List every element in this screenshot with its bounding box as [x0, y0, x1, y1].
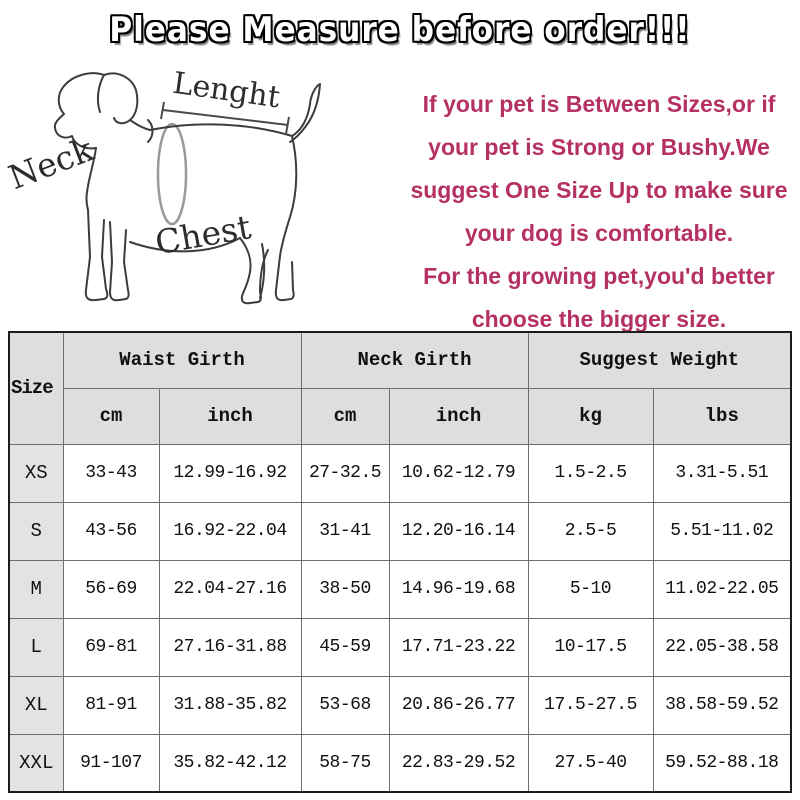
table-cell: 91-107: [63, 734, 159, 792]
table-cell: 38.58-59.52: [653, 676, 791, 734]
neck-girth-header: Neck Girth: [301, 332, 528, 388]
table-cell: 45-59: [301, 618, 389, 676]
size-label: XXL: [9, 734, 63, 792]
size-label: XL: [9, 676, 63, 734]
table-cell: 11.02-22.05: [653, 560, 791, 618]
neck-cm-header: cm: [301, 388, 389, 444]
table-row: [9, 502, 791, 560]
table-cell: 22.04-27.16: [159, 560, 301, 618]
table-cell: 38-50: [301, 560, 389, 618]
size-label: L: [9, 618, 63, 676]
weight-lbs-header: lbs: [653, 388, 791, 444]
waist-inch-header: inch: [159, 388, 301, 444]
table-cell: 10.62-12.79: [389, 444, 528, 502]
table-cell: 53-68: [301, 676, 389, 734]
table-cell: 81-91: [63, 676, 159, 734]
table-cell: 20.86-26.77: [389, 676, 528, 734]
table-cell: 22.83-29.52: [389, 734, 528, 792]
size-chart-table: [8, 331, 792, 793]
table-row: [9, 676, 791, 734]
table-group-header-row: [9, 332, 791, 388]
table-cell: 10-17.5: [528, 618, 653, 676]
table-cell: 27.5-40: [528, 734, 653, 792]
table-cell: 69-81: [63, 618, 159, 676]
table-cell: 5.51-11.02: [653, 502, 791, 560]
neck-inch-header: inch: [389, 388, 528, 444]
table-cell: 1.5-2.5: [528, 444, 653, 502]
advice-line: If your pet is Between Sizes,or if: [422, 91, 776, 117]
table-cell: 3.31-5.51: [653, 444, 791, 502]
page-title-wrap: [0, 10, 800, 50]
table-row: [9, 734, 791, 792]
table-cell: 43-56: [63, 502, 159, 560]
table-row: [9, 618, 791, 676]
table-cell: 35.82-42.12: [159, 734, 301, 792]
advice-line: For the growing pet,you'd better: [423, 263, 775, 289]
size-label: XS: [9, 444, 63, 502]
dog-measurement-diagram: [0, 62, 400, 312]
advice-line: your pet is Strong or Bushy.We: [428, 134, 770, 160]
table-cell: 17.71-23.22: [389, 618, 528, 676]
sizing-advice-text: [399, 83, 799, 341]
suggest-weight-header: Suggest Weight: [528, 332, 791, 388]
table-cell: 59.52-88.18: [653, 734, 791, 792]
table-cell: 22.05-38.58: [653, 618, 791, 676]
advice-line: suggest One Size Up to make sure: [410, 177, 788, 203]
table-cell: 58-75: [301, 734, 389, 792]
table-cell: 27.16-31.88: [159, 618, 301, 676]
weight-kg-header: kg: [528, 388, 653, 444]
size-label: M: [9, 560, 63, 618]
table-cell: 17.5-27.5: [528, 676, 653, 734]
table-cell: 2.5-5: [528, 502, 653, 560]
size-label: S: [9, 502, 63, 560]
table-cell: 12.20-16.14: [389, 502, 528, 560]
table-cell: 5-10: [528, 560, 653, 618]
table-cell: 16.92-22.04: [159, 502, 301, 560]
table-row: [9, 560, 791, 618]
page-title: Please Measure before order!!!: [109, 10, 691, 50]
table-cell: 31.88-35.82: [159, 676, 301, 734]
dog-diagram-svg: [0, 62, 400, 312]
table-unit-header-row: [9, 388, 791, 444]
table-row: [9, 444, 791, 502]
table-cell: 31-41: [301, 502, 389, 560]
table-cell: 14.96-19.68: [389, 560, 528, 618]
waist-cm-header: cm: [63, 388, 159, 444]
table-cell: 33-43: [63, 444, 159, 502]
waist-girth-header: Waist Girth: [63, 332, 301, 388]
dog-outline: [55, 73, 320, 303]
length-label: Lenght: [170, 65, 283, 116]
chest-label: Chest: [152, 207, 254, 263]
chest-girth-ellipse: [158, 124, 186, 224]
table-cell: 12.99-16.92: [159, 444, 301, 502]
advice-line: choose the bigger size.: [471, 306, 727, 332]
advice-line: your dog is comfortable.: [464, 220, 734, 246]
size-corner-header: Size: [9, 332, 63, 444]
neck-label: Neck: [3, 129, 99, 198]
table-cell: 27-32.5: [301, 444, 389, 502]
table-cell: 56-69: [63, 560, 159, 618]
